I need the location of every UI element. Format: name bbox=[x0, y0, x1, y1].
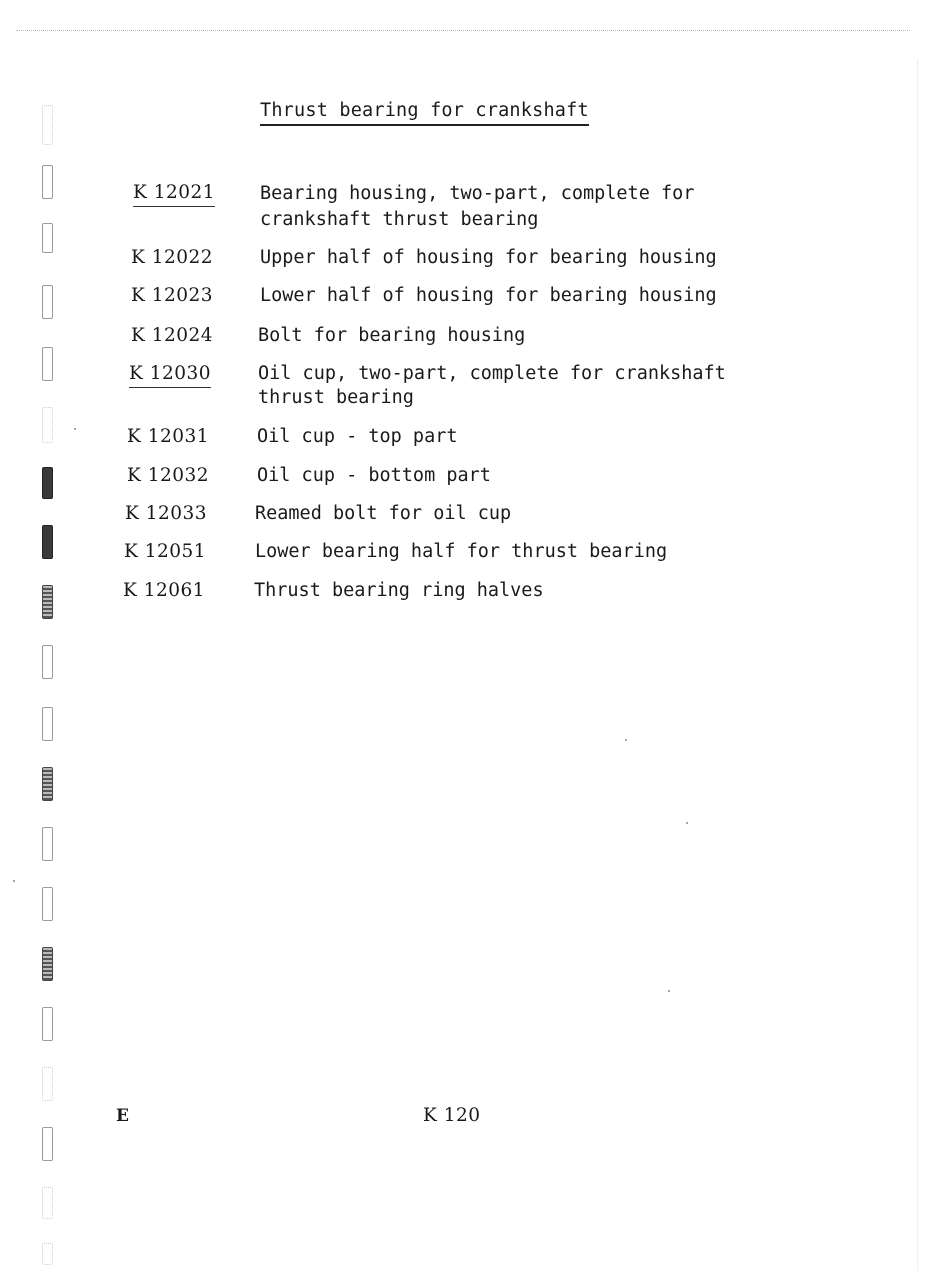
binding-holes bbox=[38, 95, 62, 1275]
binding-hole bbox=[42, 407, 53, 443]
part-description: Oil cup - top part bbox=[257, 426, 458, 447]
binding-hole bbox=[42, 645, 53, 679]
part-number: K 12024 bbox=[131, 325, 214, 346]
part-number: K 12021 bbox=[133, 181, 215, 207]
page-number: K 120 bbox=[423, 1105, 481, 1126]
binding-hole bbox=[42, 285, 53, 319]
part-number: K 12023 bbox=[131, 285, 214, 306]
binding-hole bbox=[42, 223, 53, 253]
binding-hole bbox=[42, 707, 53, 741]
part-number: K 12051 bbox=[124, 541, 207, 562]
binding-hole bbox=[42, 947, 53, 981]
binding-hole bbox=[42, 767, 53, 801]
part-number: K 12031 bbox=[127, 426, 210, 447]
binding-hole bbox=[42, 1007, 53, 1041]
page-edge bbox=[917, 60, 918, 1270]
part-description: Oil cup, two-part, complete for crankshaft thrust bearing bbox=[258, 363, 726, 408]
scan-speck bbox=[74, 428, 76, 430]
part-number: K 12032 bbox=[127, 465, 210, 486]
part-description: Thrust bearing ring halves bbox=[254, 580, 544, 601]
scan-speck bbox=[686, 822, 688, 824]
part-description: Lower bearing half for thrust bearing bbox=[255, 541, 668, 562]
part-description: Lower half of housing for bearing housing bbox=[260, 285, 717, 306]
binding-hole bbox=[42, 1067, 53, 1101]
binding-hole bbox=[42, 1187, 53, 1219]
part-number: K 12030 bbox=[129, 362, 211, 388]
binding-hole bbox=[42, 827, 53, 861]
binding-hole bbox=[42, 585, 53, 619]
binding-hole bbox=[42, 1243, 53, 1265]
scan-speck bbox=[668, 990, 670, 992]
binding-hole bbox=[42, 887, 53, 921]
top-rule bbox=[16, 30, 910, 31]
part-description: Upper half of housing for bearing housing bbox=[260, 247, 717, 268]
scan-speck bbox=[625, 739, 627, 741]
binding-hole bbox=[42, 467, 53, 499]
part-description: Reamed bolt for oil cup bbox=[255, 503, 512, 524]
page-title: Thrust bearing for crankshaft bbox=[260, 100, 589, 126]
scan-speck bbox=[13, 880, 15, 882]
part-description: Oil cup - bottom part bbox=[257, 465, 491, 486]
binding-hole bbox=[42, 105, 53, 145]
binding-hole bbox=[42, 1127, 53, 1161]
binding-hole bbox=[42, 165, 53, 199]
binding-hole bbox=[42, 347, 53, 381]
part-number: K 12022 bbox=[131, 247, 214, 268]
part-number: K 12033 bbox=[125, 503, 208, 524]
part-number: K 12061 bbox=[123, 580, 206, 601]
footer-language-code: E bbox=[116, 1106, 129, 1126]
binding-hole bbox=[42, 525, 53, 559]
part-description: Bolt for bearing housing bbox=[258, 325, 526, 346]
part-description: Bearing housing, two-part, complete for crankshaft thrust bearing bbox=[260, 183, 695, 230]
